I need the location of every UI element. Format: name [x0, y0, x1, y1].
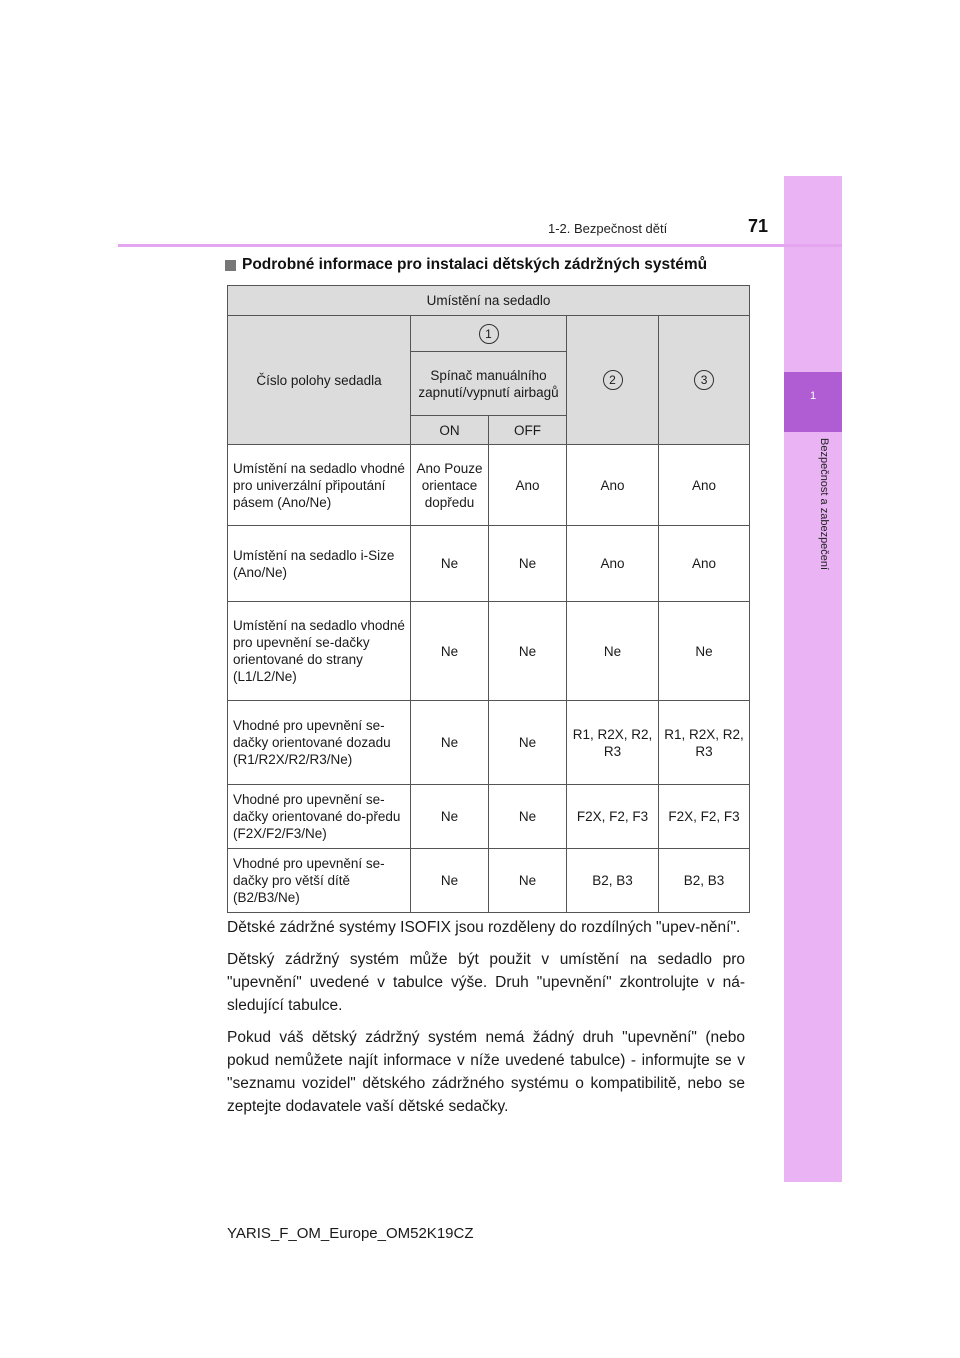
seat-1-header: [411, 316, 567, 352]
cell-seat-3: R1, R2X, R2, R3: [659, 701, 750, 785]
cell-seat-3: Ano: [659, 526, 750, 602]
cell-on: Ne: [411, 785, 489, 849]
cell-on: Ne: [411, 526, 489, 602]
cell-seat-2: Ano: [567, 526, 659, 602]
paragraph: Pokud váš dětský zádržný systém nemá žádný druh "upevnění" (nebo pokud nemůžete najít informace v níže uvedené tabulce) - informujte se v "seznamu vozidel" dětského zádržného systému o kompatibilitě, nebo se zeptejte dodavatele vaší dětské sedačky.: [227, 1029, 745, 1115]
row-label: Umístění na sedadlo vhodné pro univerzální připoutání pásem (Ano/Ne): [228, 445, 411, 526]
cell-seat-2: R1, R2X, R2, R3: [567, 701, 659, 785]
airbag-switch-label: Spínač manuálního zapnutí/vypnutí airbagů: [411, 352, 567, 416]
table-row: [228, 526, 750, 602]
row-label: Vhodné pro upevnění se-dačky pro větší dítě (B2/B3/Ne): [228, 849, 411, 913]
cell-off: Ano: [489, 445, 567, 526]
off-header: OFF: [489, 416, 567, 445]
row-label: Vhodné pro upevnění se-dačky orientované dozadu (R1/R2X/R2/R3/Ne): [228, 701, 411, 785]
on-header: ON: [411, 416, 489, 445]
paragraph: Dětský zádržný systém může být použit v umístění na sedadlo pro "upevnění" uvedené v tabulce výše. Druh "upevnění" zkontrolujte v ná-sledující tabulce.: [227, 951, 745, 1014]
page-number: 71: [748, 216, 769, 236]
cell-off: Ne: [489, 785, 567, 849]
seat-3-header: [659, 316, 750, 445]
table-row: [228, 701, 750, 785]
cell-off: Ne: [489, 701, 567, 785]
table-row: [228, 602, 750, 701]
cell-seat-2: F2X, F2, F3: [567, 785, 659, 849]
cell-seat-3: B2, B3: [659, 849, 750, 913]
circled-number-2: 2: [603, 370, 623, 390]
cell-seat-3: F2X, F2, F3: [659, 785, 750, 849]
cell-seat-2: Ano: [567, 445, 659, 526]
seat-position-label: Číslo polohy sedadla: [228, 316, 411, 445]
cell-off: Ne: [489, 602, 567, 701]
section-title: [225, 256, 707, 274]
section-title-text: Podrobné informace pro instalaci dětských zádržných systémů: [242, 256, 708, 273]
row-label: Vhodné pro upevnění se-dačky orientované do-předu (F2X/F2/F3/Ne): [228, 785, 411, 849]
table-row: [228, 849, 750, 913]
chapter-tab: [784, 372, 842, 432]
table-row: [228, 445, 750, 526]
cell-on: Ne: [411, 701, 489, 785]
cell-on: Ne: [411, 602, 489, 701]
cell-seat-2: Ne: [567, 602, 659, 701]
header-divider: [118, 244, 842, 247]
section-header: 1-2. Bezpečnost dětí: [548, 221, 668, 236]
cell-seat-3: Ano: [659, 445, 750, 526]
table-top-header: Umístění na sedadlo: [228, 286, 750, 316]
cell-on: Ne: [411, 849, 489, 913]
square-bullet-icon: [225, 260, 236, 271]
cell-off: Ne: [489, 526, 567, 602]
side-strip: [784, 176, 842, 1182]
seat-positions-table: [227, 285, 750, 913]
document-footer: YARIS_F_OM_Europe_OM52K19CZ: [227, 1225, 474, 1242]
row-label: Umístění na sedadlo vhodné pro upevnění se-dačky orientované do strany (L1/L2/Ne): [228, 602, 411, 701]
seat-2-header: [567, 316, 659, 445]
paragraph: Dětské zádržné systémy ISOFIX jsou rozděleny do rozdílných "upev-nění".: [227, 919, 741, 936]
cell-seat-3: Ne: [659, 602, 750, 701]
table-row: [228, 785, 750, 849]
chapter-label: Bezpečnost a zabezpečení: [818, 438, 830, 571]
cell-on: Ano Pouze orientace dopředu: [411, 445, 489, 526]
cell-off: Ne: [489, 849, 567, 913]
chapter-number: 1: [809, 390, 817, 402]
circled-number-1: 1: [479, 324, 499, 344]
cell-seat-2: B2, B3: [567, 849, 659, 913]
row-label: Umístění na sedadlo i-Size (Ano/Ne): [228, 526, 411, 602]
circled-number-3: 3: [694, 370, 714, 390]
body-text: [227, 916, 745, 1127]
